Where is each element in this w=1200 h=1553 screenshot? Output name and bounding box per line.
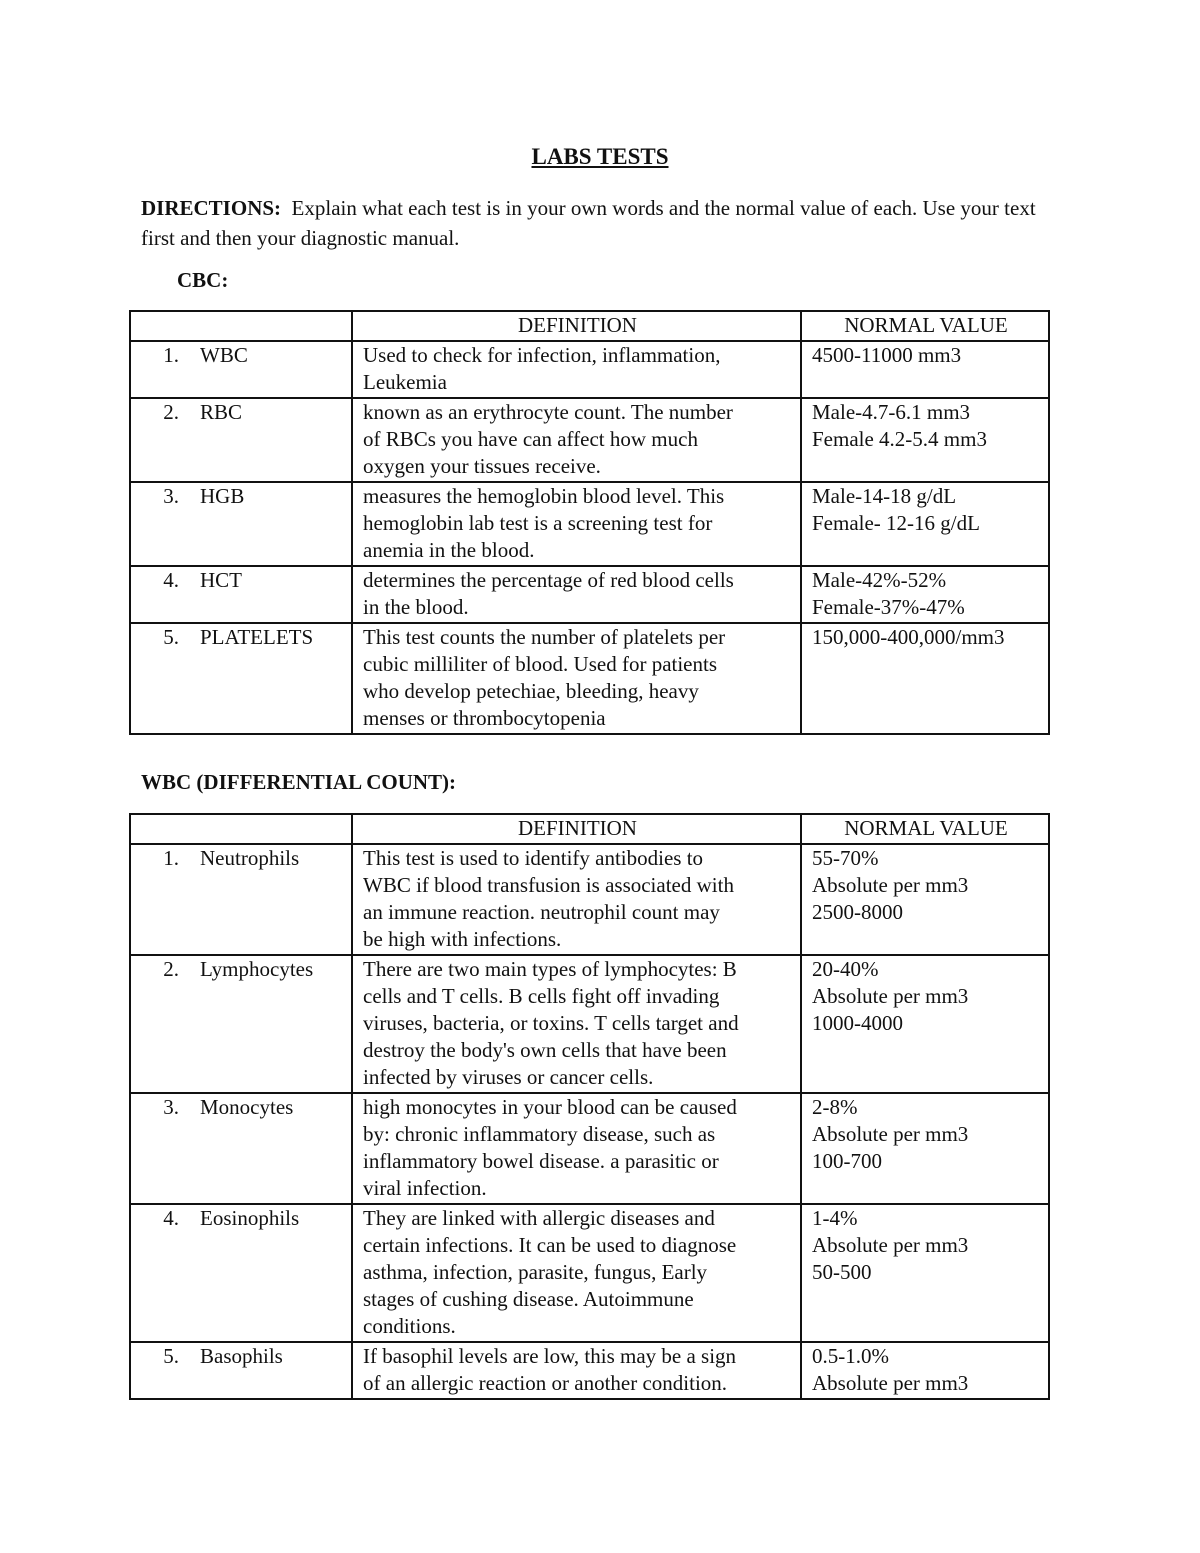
table-row (130, 482, 1049, 566)
normal-value-line: Absolute per mm3 (812, 1122, 969, 1146)
test-number: 1. (163, 846, 179, 870)
test-name: RBC (200, 400, 243, 424)
definition-line: Used to check for infection, inflammation, (363, 343, 721, 367)
definition-line: cubic milliliter of blood. Used for patients (363, 652, 718, 676)
table-row (130, 1342, 1049, 1399)
normal-value-line: 100-700 (812, 1149, 882, 1173)
definition-line: of an allergic reaction or another condition. (363, 1371, 728, 1395)
definition-cell (352, 844, 801, 955)
page-title: LABS TESTS (531, 144, 669, 169)
definition-line: viral infection. (363, 1176, 487, 1200)
normal-value-line: Female 4.2-5.4 mm3 (812, 427, 987, 451)
definition-line: known as an erythrocyte count. The number (363, 400, 733, 424)
definition-line: destroy the body's own cells that have been (363, 1038, 727, 1062)
definition-cell (352, 341, 801, 398)
definition-line: high monocytes in your blood can be caused (363, 1095, 737, 1119)
test-name: Lymphocytes (200, 957, 314, 981)
normal-value-cell (801, 1204, 1049, 1342)
test-name-cell (130, 1093, 352, 1204)
test-number: 3. (163, 1095, 179, 1119)
test-name-cell (130, 566, 352, 623)
normal-value-cell (801, 566, 1049, 623)
test-name: Eosinophils (200, 1206, 300, 1230)
definition-line: WBC if blood transfusion is associated with (363, 873, 734, 897)
cbc-section-label: CBC: (177, 268, 229, 292)
test-name-cell (130, 955, 352, 1093)
table-row (130, 1204, 1049, 1342)
test-number: 3. (163, 484, 179, 508)
normal-value-cell (801, 398, 1049, 482)
normal-value-cell (801, 1093, 1049, 1204)
normal-value-line: 2-8% (812, 1095, 858, 1119)
directions-label: DIRECTIONS: (141, 196, 282, 220)
test-number: 2. (163, 400, 179, 424)
test-name: HCT (200, 568, 242, 592)
directions-text: Explain what each test is in your own words and the normal value of each. Use your text first and then your diagnostic manual. (141, 196, 1036, 250)
normal-value-line: Male-14-18 g/dL (812, 484, 957, 508)
definition-line: There are two main types of lymphocytes: B (363, 957, 737, 981)
normal-value-line: 55-70% (812, 846, 879, 870)
wbc-diff-section-label: WBC (DIFFERENTIAL COUNT): (141, 770, 457, 794)
normal-value-line: 20-40% (812, 957, 879, 981)
test-name: Basophils (200, 1344, 283, 1368)
normal-value-line: Female- 12-16 g/dL (812, 511, 980, 535)
definition-cell (352, 623, 801, 734)
test-name-cell (130, 844, 352, 955)
definition-line: anemia in the blood. (363, 538, 535, 562)
table-row (130, 844, 1049, 955)
test-name-cell (130, 398, 352, 482)
definition-line: Leukemia (363, 370, 447, 394)
header-empty-cell (130, 311, 352, 341)
header-definition-cell: DEFINITION (352, 814, 801, 844)
definition-cell (352, 1093, 801, 1204)
definition-line: hemoglobin lab test is a screening test for (363, 511, 713, 535)
test-name-cell (130, 623, 352, 734)
definition-cell (352, 1342, 801, 1399)
table-header-row (130, 814, 1049, 844)
definition-line: in the blood. (363, 595, 469, 619)
definition-cell (352, 566, 801, 623)
definition-line: stages of cushing disease. Autoimmune (363, 1287, 694, 1311)
test-number: 5. (163, 1344, 179, 1368)
normal-value-cell (801, 482, 1049, 566)
header-definition-cell: DEFINITION (352, 311, 801, 341)
test-name: PLATELETS (200, 625, 314, 649)
definition-line: conditions. (363, 1314, 456, 1338)
normal-value-line: Absolute per mm3 (812, 984, 969, 1008)
test-name-cell (130, 482, 352, 566)
definition-line: This test is used to identify antibodies to (363, 846, 704, 870)
normal-value-cell (801, 341, 1049, 398)
header-normal-value-cell: NORMAL VALUE (801, 814, 1049, 844)
test-name: Neutrophils (200, 846, 300, 870)
definition-line: an immune reaction. neutrophil count may (363, 900, 720, 924)
normal-value-line: Absolute per mm3 (812, 1233, 969, 1257)
normal-value-line: 4500-11000 mm3 (812, 343, 962, 367)
test-name-cell (130, 341, 352, 398)
wbc-diff-table (129, 813, 1050, 1400)
definition-line: oxygen your tissues receive. (363, 454, 601, 478)
normal-value-line: 1000-4000 (812, 1011, 903, 1035)
test-name-cell (130, 1342, 352, 1399)
table-row (130, 341, 1049, 398)
definition-cell (352, 1204, 801, 1342)
test-number: 5. (163, 625, 179, 649)
table-row (130, 955, 1049, 1093)
definition-line: asthma, infection, parasite, fungus, Early (363, 1260, 708, 1284)
definition-line: menses or thrombocytopenia (363, 706, 606, 730)
test-number: 4. (163, 1206, 179, 1230)
header-normal-value-cell: NORMAL VALUE (801, 311, 1049, 341)
definition-line: be high with infections. (363, 927, 562, 951)
normal-value-line: Absolute per mm3 (812, 873, 969, 897)
normal-value-line: Female-37%-47% (812, 595, 965, 619)
definition-line: measures the hemoglobin blood level. This (363, 484, 725, 508)
normal-value-line: 2500-8000 (812, 900, 903, 924)
definition-line: of RBCs you have can affect how much (363, 427, 698, 451)
normal-value-cell (801, 623, 1049, 734)
normal-value-line: Absolute per mm3 (812, 1371, 969, 1395)
normal-value-line: 150,000-400,000/mm3 (812, 625, 1005, 649)
definition-line: inflammatory bowel disease. a parasitic or (363, 1149, 719, 1173)
definition-line: This test counts the number of platelets per (363, 625, 726, 649)
normal-value-line: 50-500 (812, 1260, 872, 1284)
definition-line: If basophil levels are low, this may be a sign (363, 1344, 737, 1368)
table-row (130, 566, 1049, 623)
test-number: 1. (163, 343, 179, 367)
test-name: WBC (200, 343, 248, 367)
normal-value-line: 0.5-1.0% (812, 1344, 889, 1368)
definition-line: determines the percentage of red blood cells (363, 568, 734, 592)
cbc-table (129, 310, 1050, 735)
definition-line: infected by viruses or cancer cells. (363, 1065, 654, 1089)
definition-line: cells and T cells. B cells fight off invading (363, 984, 720, 1008)
header-empty-cell (130, 814, 352, 844)
normal-value-cell (801, 1342, 1049, 1399)
normal-value-line: Male-42%-52% (812, 568, 947, 592)
test-name: HGB (200, 484, 245, 508)
normal-value-cell (801, 955, 1049, 1093)
test-number: 2. (163, 957, 179, 981)
table-row (130, 1093, 1049, 1204)
test-number: 4. (163, 568, 179, 592)
definition-cell (352, 955, 801, 1093)
directions-paragraph (141, 193, 1061, 253)
definition-line: They are linked with allergic diseases and (363, 1206, 715, 1230)
definition-line: who develop petechiae, bleeding, heavy (363, 679, 699, 703)
test-name: Monocytes (200, 1095, 294, 1119)
table-header-row (130, 311, 1049, 341)
normal-value-line: Male-4.7-6.1 mm3 (812, 400, 971, 424)
test-name-cell (130, 1204, 352, 1342)
definition-cell (352, 482, 801, 566)
definition-line: certain infections. It can be used to diagnose (363, 1233, 737, 1257)
normal-value-cell (801, 844, 1049, 955)
definition-line: by: chronic inflammatory disease, such as (363, 1122, 716, 1146)
normal-value-line: 1-4% (812, 1206, 858, 1230)
definition-cell (352, 398, 801, 482)
table-row (130, 398, 1049, 482)
definition-line: viruses, bacteria, or toxins. T cells target and (363, 1011, 739, 1035)
table-row (130, 623, 1049, 734)
